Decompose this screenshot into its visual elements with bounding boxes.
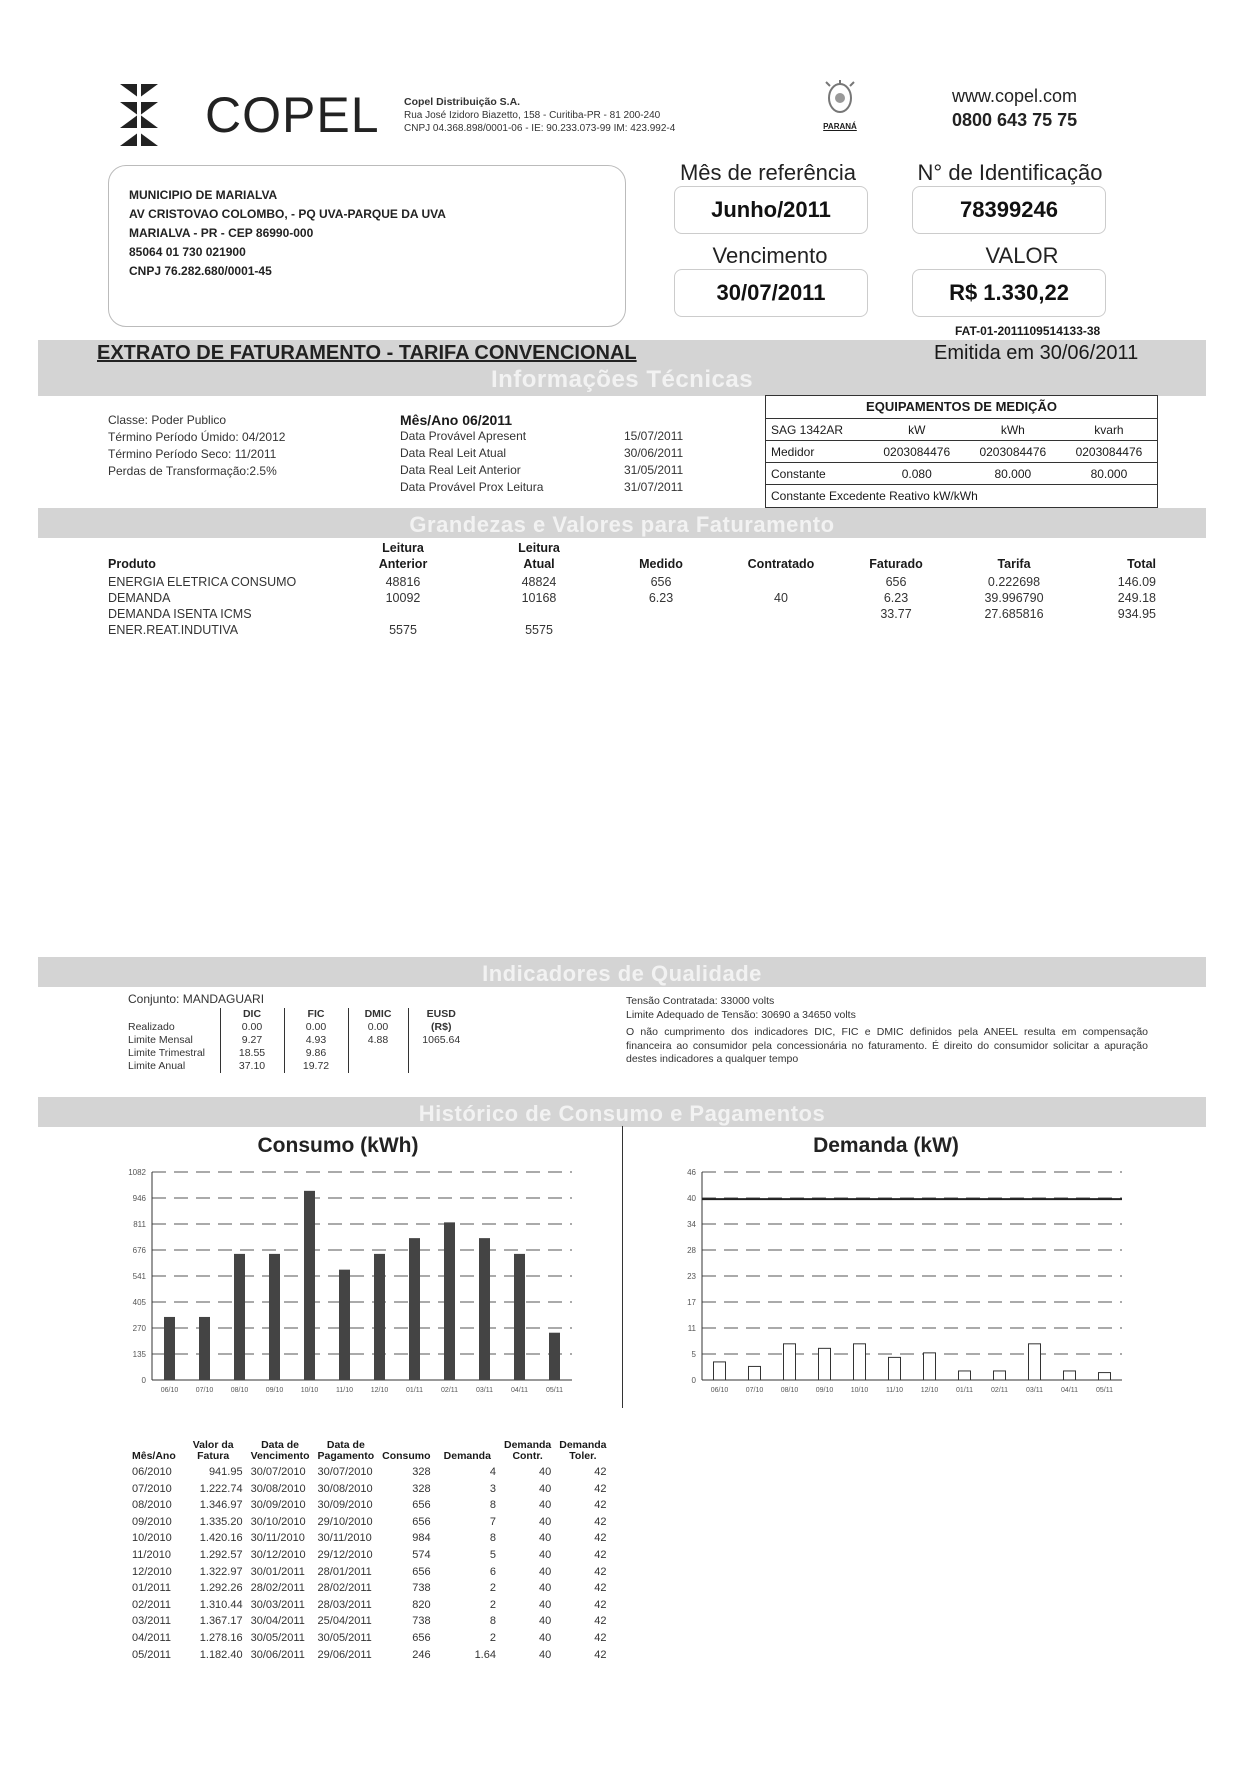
bar bbox=[234, 1254, 245, 1380]
x-tick-label: 05/11 bbox=[546, 1387, 563, 1394]
y-tick-label: 46 bbox=[687, 1168, 696, 1177]
bar bbox=[1099, 1373, 1111, 1380]
history-cell: 30/03/2011 bbox=[250, 1598, 305, 1611]
tech-info-left bbox=[108, 412, 285, 480]
history-cell: 30/04/2011 bbox=[250, 1615, 305, 1628]
y-tick-label: 5 bbox=[691, 1350, 696, 1359]
client-address-box bbox=[108, 165, 626, 327]
bar bbox=[444, 1222, 455, 1380]
x-tick-label: 02/11 bbox=[441, 1387, 458, 1394]
x-tick-label: 03/11 bbox=[1026, 1387, 1043, 1394]
history-cell: 03/2011 bbox=[132, 1615, 171, 1628]
quality-row: Realizado 0.00 0.00 0.00 (R$) bbox=[128, 1021, 474, 1034]
history-cell: 656 bbox=[412, 1499, 431, 1512]
demanda-chart bbox=[668, 1162, 1148, 1412]
company-ids: CNPJ 04.368.898/0001-06 - IE: 90.233.073-99 IM: 423.992-4 bbox=[404, 123, 676, 134]
history-row bbox=[128, 1630, 611, 1647]
history-cell: 1.292.26 bbox=[199, 1582, 243, 1595]
y-tick-label: 34 bbox=[687, 1220, 696, 1229]
history-cell: 656 bbox=[412, 1631, 431, 1644]
x-tick-label: 04/11 bbox=[1061, 1387, 1078, 1394]
history-cell: 2 bbox=[489, 1598, 496, 1611]
history-cell: 30/07/2010 bbox=[317, 1466, 373, 1478]
bar bbox=[959, 1371, 971, 1380]
history-cell: 1.346.97 bbox=[199, 1499, 243, 1512]
billing-band bbox=[38, 508, 1206, 538]
history-cell: 820 bbox=[412, 1598, 431, 1611]
parana-emblem-icon bbox=[822, 80, 858, 120]
y-tick-label: 405 bbox=[132, 1298, 146, 1307]
quality-row: Limite Anual 37.10 19.72 bbox=[128, 1060, 474, 1073]
bar bbox=[889, 1357, 901, 1380]
history-cell: 06/2010 bbox=[132, 1466, 172, 1478]
product-row: ENERGIA ELETRICA CONSUMO 48816 48824 656 656 0.222698 146.09 bbox=[108, 575, 1156, 589]
history-cell: 28/01/2011 bbox=[317, 1565, 372, 1578]
x-tick-label: 02/11 bbox=[991, 1387, 1008, 1394]
history-cell: 984 bbox=[412, 1532, 431, 1545]
tensao-contratada: Tensão Contratada: 33000 volts bbox=[626, 995, 775, 1007]
history-cell: 8 bbox=[489, 1532, 496, 1545]
bar bbox=[164, 1317, 175, 1380]
equipment-title: EQUIPAMENTOS DE MEDIÇÃO bbox=[866, 399, 1057, 414]
history-cell: 10/2010 bbox=[132, 1532, 172, 1545]
history-cell: 40 bbox=[539, 1582, 552, 1595]
history-cell: 42 bbox=[594, 1565, 607, 1578]
y-tick-label: 135 bbox=[132, 1350, 146, 1359]
history-cell: 6 bbox=[489, 1565, 496, 1578]
x-tick-label: 01/11 bbox=[956, 1387, 973, 1394]
bar bbox=[374, 1254, 385, 1380]
history-band bbox=[38, 1097, 1206, 1127]
history-cell: 2 bbox=[489, 1631, 496, 1644]
date-row: Data Real Leit Atual 30/06/2011 bbox=[400, 446, 684, 460]
history-cell: 42 bbox=[594, 1499, 607, 1512]
history-cell: 30/05/2011 bbox=[317, 1631, 372, 1644]
history-cell: 28/02/2011 bbox=[317, 1582, 372, 1595]
history-cell: 40 bbox=[539, 1631, 552, 1644]
date-row: Data Real Leit Anterior 31/05/2011 bbox=[400, 463, 684, 477]
client-line-1: MUNICIPIO DE MARIALVA bbox=[129, 188, 278, 202]
history-col-header: Mês/Ano bbox=[132, 1450, 176, 1462]
copel-logo-icon bbox=[118, 82, 160, 148]
date-row: Data Provável Prox Leitura 31/07/2011 bbox=[400, 480, 684, 494]
history-cell: 42 bbox=[594, 1648, 607, 1661]
y-tick-label: 11 bbox=[687, 1324, 696, 1333]
bar bbox=[994, 1371, 1006, 1380]
y-tick-label: 0 bbox=[141, 1376, 146, 1385]
history-cell: 2 bbox=[489, 1582, 496, 1595]
x-tick-label: 11/10 bbox=[886, 1387, 903, 1394]
x-tick-label: 08/10 bbox=[780, 1387, 799, 1394]
history-cell: 40 bbox=[539, 1615, 552, 1628]
history-row bbox=[128, 1564, 611, 1581]
y-tick-label: 40 bbox=[687, 1194, 696, 1203]
limite-tensao: Limite Adequado de Tensão: 30690 a 34650 volts bbox=[626, 1008, 856, 1021]
y-tick-label: 17 bbox=[687, 1298, 696, 1307]
client-line-5: CNPJ 76.282.680/0001-45 bbox=[129, 264, 272, 278]
products-header-row: Produto Leitura Anterior Leitura Atual Medido Contratado Faturado Tarifa Total bbox=[108, 541, 1156, 571]
history-cell: 29/10/2010 bbox=[317, 1515, 373, 1528]
company-name: Copel Distribuição S.A. bbox=[404, 96, 521, 108]
x-tick-label: 08/10 bbox=[230, 1387, 249, 1394]
history-cell: 40 bbox=[539, 1548, 552, 1561]
x-tick-label: 10/10 bbox=[300, 1387, 319, 1394]
history-cell: 1.367.17 bbox=[199, 1615, 243, 1628]
mes-ano-title: Mês/Ano 06/2011 bbox=[400, 412, 513, 428]
history-cell: 42 bbox=[594, 1548, 607, 1561]
history-col-header: Valor da Fatura bbox=[192, 1439, 234, 1462]
quality-indicators bbox=[128, 992, 474, 1073]
history-cell: 1.310.44 bbox=[199, 1598, 243, 1611]
company-info bbox=[404, 96, 675, 135]
equipment-footer-row: Constante Excedente Reativo kW/kWh bbox=[766, 485, 1157, 507]
history-cell: 574 bbox=[412, 1548, 431, 1561]
y-tick-label: 1082 bbox=[128, 1168, 146, 1177]
product-row: DEMANDA ISENTA ICMS 33.77 27.685816 934.95 bbox=[108, 607, 1156, 621]
history-cell: 30/05/2011 bbox=[250, 1631, 305, 1644]
y-tick-label: 28 bbox=[687, 1246, 696, 1255]
history-row bbox=[128, 1497, 611, 1514]
x-tick-label: 01/11 bbox=[406, 1387, 423, 1394]
equipment-table bbox=[765, 395, 1158, 508]
history-row bbox=[128, 1514, 611, 1531]
history-cell: 40 bbox=[539, 1466, 552, 1478]
phone-number: 0800 643 75 75 bbox=[952, 110, 1078, 130]
history-cell: 1.335.20 bbox=[199, 1515, 243, 1528]
ref-month-label: Mês de referência bbox=[679, 160, 857, 185]
history-cell: 1.182.40 bbox=[199, 1648, 243, 1661]
history-cell: 30/01/2011 bbox=[250, 1565, 305, 1578]
consumo-chart-title: Consumo (kWh) bbox=[257, 1134, 419, 1157]
history-cell: 42 bbox=[594, 1466, 607, 1478]
issued-date: Emitida em 30/06/2011 bbox=[934, 342, 1139, 364]
classe-text: Classe: Poder Publico bbox=[108, 413, 227, 427]
parana-label: PARANÁ bbox=[823, 122, 857, 131]
history-cell: 42 bbox=[594, 1582, 607, 1595]
history-cell: 07/2010 bbox=[132, 1482, 172, 1495]
history-cell: 328 bbox=[412, 1482, 431, 1495]
history-cell: 42 bbox=[594, 1482, 607, 1495]
x-tick-label: 12/10 bbox=[370, 1387, 389, 1394]
umido-text: Término Período Úmido: 04/2012 bbox=[108, 430, 286, 444]
history-row bbox=[128, 1547, 611, 1564]
demanda-chart-title: Demanda (kW) bbox=[813, 1134, 959, 1157]
history-cell: 09/2010 bbox=[132, 1515, 172, 1528]
history-cell: 40 bbox=[539, 1482, 552, 1495]
due-date-value: 30/07/2011 bbox=[674, 269, 868, 317]
history-cell: 656 bbox=[412, 1565, 431, 1578]
x-tick-label: 04/11 bbox=[511, 1387, 528, 1394]
bar bbox=[854, 1344, 866, 1380]
amount-value: R$ 1.330,22 bbox=[912, 269, 1106, 317]
bar bbox=[1029, 1344, 1041, 1380]
website-link[interactable]: www.copel.com bbox=[952, 86, 1078, 106]
parana-seal bbox=[815, 80, 865, 131]
history-cell: 30/08/2010 bbox=[250, 1482, 306, 1495]
history-cell: 42 bbox=[594, 1598, 607, 1611]
history-col-header: Demanda Toler. bbox=[559, 1439, 607, 1462]
history-cell: 328 bbox=[412, 1466, 431, 1478]
history-cell: 05/2011 bbox=[132, 1648, 171, 1661]
history-cell: 1.322.97 bbox=[199, 1565, 243, 1578]
history-cell: 738 bbox=[412, 1615, 431, 1628]
tech-info-title: Informações Técnicas bbox=[490, 366, 754, 393]
history-cell: 30/10/2010 bbox=[250, 1515, 306, 1528]
x-tick-label: 06/10 bbox=[710, 1387, 729, 1394]
history-cell: 246 bbox=[412, 1648, 431, 1661]
x-tick-label: 09/10 bbox=[265, 1387, 284, 1394]
history-cell: 7 bbox=[489, 1515, 496, 1528]
bar bbox=[549, 1333, 560, 1380]
x-tick-label: 09/10 bbox=[815, 1387, 834, 1394]
bar bbox=[479, 1238, 490, 1380]
history-row bbox=[128, 1613, 611, 1630]
y-tick-label: 270 bbox=[132, 1324, 146, 1333]
amount-label: VALOR bbox=[985, 243, 1059, 268]
history-cell: 42 bbox=[594, 1532, 607, 1545]
tech-dates bbox=[400, 428, 683, 496]
x-tick-label: 07/10 bbox=[745, 1387, 764, 1394]
history-col-header: Consumo bbox=[382, 1450, 431, 1462]
product-row: DEMANDA 10092 10168 6.23 40 6.23 39.996790 249.18 bbox=[108, 591, 1156, 605]
bar bbox=[409, 1238, 420, 1380]
quality-note: O não cumprimento dos indicadores DIC, FIC e DMIC definidos pela ANEEL resulta em compensação financeira ao consumidor pela concessionária no faturamento. É direito do consumidor solicitar a apuração destes indicadores a qualquer tempo bbox=[626, 1026, 1148, 1065]
history-cell: 08/2010 bbox=[132, 1499, 172, 1512]
history-col-header: Data de Pagamento bbox=[317, 1439, 375, 1462]
history-cell: 3 bbox=[489, 1482, 496, 1495]
bar bbox=[819, 1348, 831, 1380]
history-cell: 941.95 bbox=[208, 1466, 243, 1478]
bar bbox=[269, 1254, 280, 1380]
history-col-header: Demanda bbox=[443, 1450, 491, 1462]
x-tick-label: 05/11 bbox=[1096, 1387, 1113, 1394]
quality-header-row: DIC FIC DMIC EUSD bbox=[128, 1008, 474, 1021]
history-cell: 29/12/2010 bbox=[317, 1548, 373, 1561]
equipment-row: Constante 0.080 80.000 80.000 bbox=[766, 463, 1157, 485]
seco-text: Término Período Seco: 11/2011 bbox=[108, 447, 277, 461]
history-cell: 40 bbox=[539, 1648, 552, 1661]
history-cell: 30/11/2010 bbox=[317, 1532, 372, 1545]
client-line-3: MARIALVA - PR - CEP 86990-000 bbox=[129, 226, 314, 240]
history-cell: 4 bbox=[489, 1466, 496, 1478]
history-cell: 42 bbox=[594, 1631, 607, 1644]
history-cell: 30/11/2010 bbox=[250, 1532, 305, 1545]
bar bbox=[749, 1366, 761, 1380]
history-table bbox=[128, 1440, 611, 1663]
history-cell: 738 bbox=[412, 1582, 431, 1595]
history-cell: 30/06/2011 bbox=[250, 1648, 305, 1661]
history-cell: 656 bbox=[412, 1515, 431, 1528]
history-cell: 29/06/2011 bbox=[317, 1648, 372, 1661]
x-tick-label: 06/10 bbox=[160, 1387, 179, 1394]
history-cell: 04/2011 bbox=[132, 1631, 171, 1644]
voltage-info bbox=[626, 995, 1148, 1067]
y-tick-label: 23 bbox=[687, 1272, 696, 1281]
bar bbox=[339, 1270, 350, 1380]
chart-divider bbox=[622, 1126, 623, 1408]
history-cell: 01/2011 bbox=[132, 1582, 171, 1595]
product-row: ENER.REAT.INDUTIVA 5575 5575 bbox=[108, 623, 553, 637]
company-address: Rua José Izidoro Biazetto, 158 - Curitiba-PR - 81 200-240 bbox=[404, 110, 661, 121]
bar bbox=[304, 1191, 315, 1380]
history-cell: 40 bbox=[539, 1532, 552, 1545]
history-cell: 1.64 bbox=[474, 1648, 496, 1661]
date-row: Data Provável Apresent 15/07/2011 bbox=[400, 429, 684, 443]
history-cell: 40 bbox=[539, 1565, 552, 1578]
perdas-text: Perdas de Transformação:2.5% bbox=[108, 464, 277, 478]
x-tick-label: 11/10 bbox=[336, 1387, 353, 1394]
x-tick-label: 10/10 bbox=[850, 1387, 869, 1394]
history-cell: 30/09/2010 bbox=[317, 1499, 373, 1512]
history-row bbox=[128, 1647, 611, 1664]
conjunto-label: Conjunto: MANDAGUARI bbox=[128, 992, 265, 1006]
bar bbox=[924, 1353, 936, 1380]
history-cell: 40 bbox=[539, 1598, 552, 1611]
extrato-title: EXTRATO DE FATURAMENTO - TARIFA CONVENCIONAL bbox=[97, 342, 637, 364]
history-col-header: Demanda Contr. bbox=[503, 1439, 552, 1462]
history-cell: 28/02/2011 bbox=[250, 1582, 305, 1595]
client-line-4: 85064 01 730 021900 bbox=[129, 245, 246, 259]
invoice-code: FAT-01-2011109514133-38 bbox=[955, 324, 1101, 338]
history-cell: 8 bbox=[489, 1615, 496, 1628]
equipment-header-row: SAG 1342AR kW kWh kvarh bbox=[766, 419, 1157, 441]
x-tick-label: 12/10 bbox=[920, 1387, 939, 1394]
history-row bbox=[128, 1481, 611, 1498]
ref-month-value: Junho/2011 bbox=[674, 186, 868, 234]
bar bbox=[784, 1344, 796, 1380]
history-cell: 1.292.57 bbox=[199, 1548, 243, 1561]
bar bbox=[1064, 1371, 1076, 1380]
quality-title: Indicadores de Qualidade bbox=[482, 961, 762, 986]
bar bbox=[714, 1362, 726, 1380]
id-label: N° de Identificação bbox=[917, 160, 1103, 185]
history-header-row bbox=[128, 1440, 611, 1464]
consumo-chart bbox=[118, 1162, 598, 1412]
x-tick-label: 03/11 bbox=[476, 1387, 493, 1394]
logo-text: COPEL bbox=[205, 87, 380, 143]
history-cell: 30/08/2010 bbox=[317, 1482, 373, 1495]
history-cell: 25/04/2011 bbox=[317, 1615, 372, 1628]
history-cell: 8 bbox=[489, 1499, 496, 1512]
history-cell: 12/2010 bbox=[132, 1565, 172, 1578]
history-col-header: Data de Vencimento bbox=[250, 1439, 310, 1462]
history-cell: 5 bbox=[489, 1548, 496, 1561]
history-cell: 30/09/2010 bbox=[250, 1499, 306, 1512]
client-line-2: AV CRISTOVAO COLOMBO, - PQ UVA-PARQUE DA UVA bbox=[129, 207, 446, 221]
contact-info bbox=[952, 84, 1077, 132]
history-cell: 30/07/2010 bbox=[250, 1466, 306, 1478]
y-tick-label: 676 bbox=[132, 1246, 146, 1255]
history-row bbox=[128, 1580, 611, 1597]
y-tick-label: 811 bbox=[133, 1220, 146, 1229]
history-row bbox=[128, 1597, 611, 1614]
x-tick-label: 07/10 bbox=[195, 1387, 214, 1394]
billing-title: Grandezas e Valores para Faturamento bbox=[409, 512, 835, 537]
bar bbox=[514, 1254, 525, 1380]
bar bbox=[199, 1317, 210, 1380]
id-value: 78399246 bbox=[912, 186, 1106, 234]
history-cell: 1.222.74 bbox=[199, 1482, 243, 1495]
history-title: Histórico de Consumo e Pagamentos bbox=[418, 1101, 826, 1126]
history-cell: 02/2011 bbox=[132, 1598, 171, 1611]
y-tick-label: 946 bbox=[132, 1194, 146, 1203]
history-cell: 30/12/2010 bbox=[250, 1548, 306, 1561]
y-tick-label: 0 bbox=[691, 1376, 696, 1385]
y-tick-label: 541 bbox=[132, 1272, 146, 1281]
equipment-row: Medidor 0203084476 0203084476 0203084476 bbox=[766, 441, 1157, 463]
history-cell: 42 bbox=[594, 1515, 607, 1528]
history-row bbox=[128, 1530, 611, 1547]
history-row bbox=[128, 1464, 611, 1481]
quality-row: Limite Trimestral 18.55 9.86 bbox=[128, 1047, 474, 1060]
history-cell: 1.278.16 bbox=[199, 1631, 243, 1644]
due-date-label: Vencimento bbox=[712, 243, 828, 268]
quality-row: Limite Mensal 9.27 4.93 4.88 1065.64 bbox=[128, 1034, 474, 1047]
history-cell: 40 bbox=[539, 1499, 552, 1512]
history-cell: 11/2010 bbox=[132, 1548, 171, 1561]
history-cell: 42 bbox=[594, 1615, 607, 1628]
history-cell: 40 bbox=[539, 1515, 552, 1528]
history-cell: 1.420.16 bbox=[199, 1532, 243, 1545]
history-cell: 28/03/2011 bbox=[317, 1598, 372, 1611]
products-table bbox=[108, 540, 1156, 638]
quality-band bbox=[38, 957, 1206, 987]
